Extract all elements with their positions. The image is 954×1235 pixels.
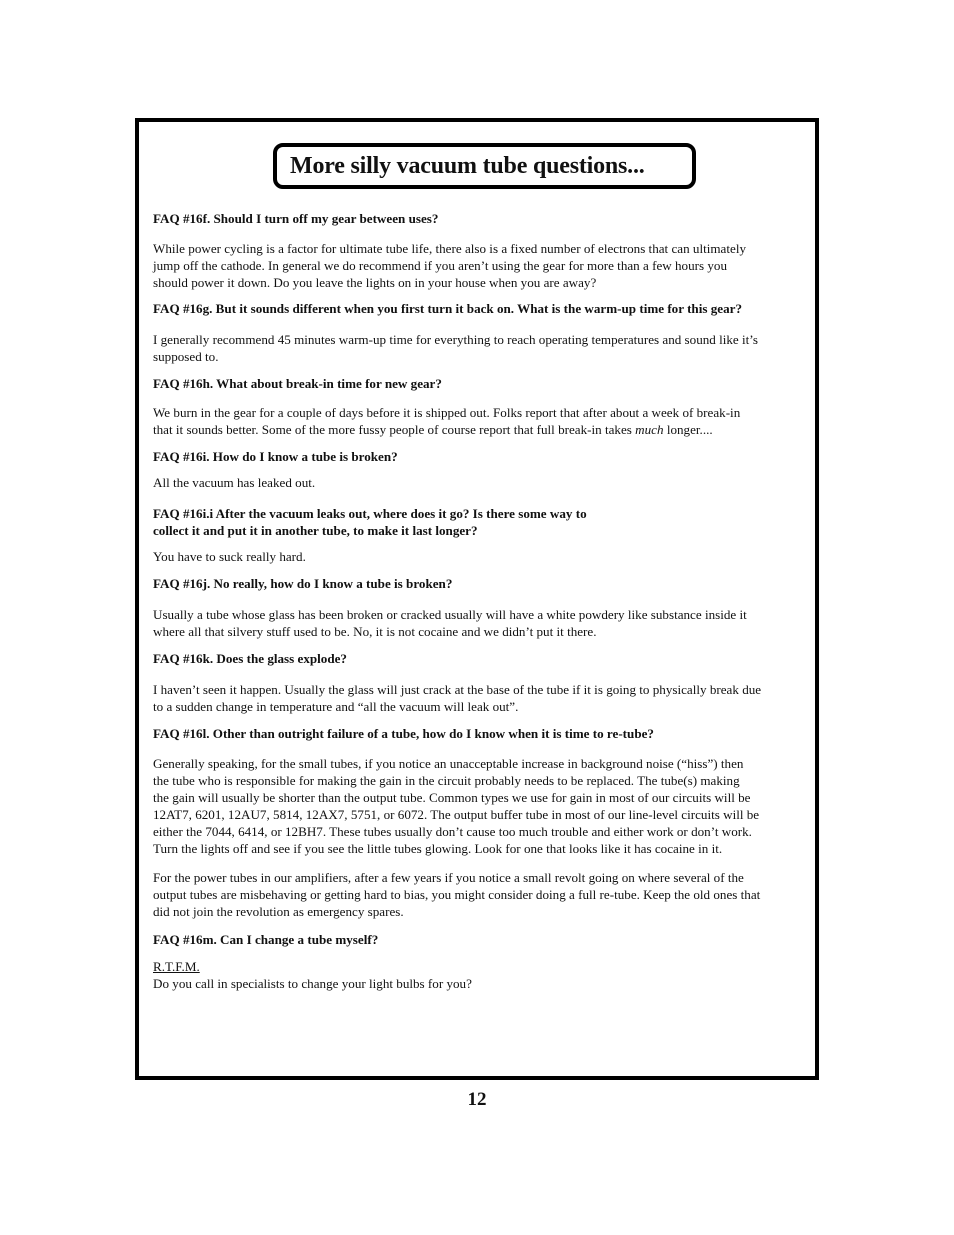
faq-question-16i: FAQ #16i. How do I know a tube is broken? bbox=[153, 449, 398, 464]
faq-answer-16l-power-tubes bbox=[153, 869, 807, 920]
answer-line: I generally recommend 45 minutes warm-up time for everything to reach operating temperatures and sound like it’s bbox=[153, 332, 759, 347]
answer-line: either the 7044, 6414, or 12BH7. These tubes usually don’t cause too much trouble and either work or don’t work. bbox=[153, 824, 752, 839]
answer-text: that it sounds better. Some of the more fussy people of course report that full break-in takes bbox=[153, 422, 636, 437]
faq-answer-16h bbox=[153, 404, 807, 438]
faq-answer-16l bbox=[153, 755, 807, 857]
faq-answer-16m bbox=[153, 958, 807, 992]
answer-text: longer.... bbox=[663, 422, 713, 437]
page-title: More silly vacuum tube questions... bbox=[273, 143, 696, 189]
faq-content bbox=[153, 210, 807, 992]
answer-underlined: R.T.F.M. bbox=[153, 959, 200, 974]
answer-line: output tubes are misbehaving or getting hard to bias, you might consider doing a full re-tube. Keep the old ones that bbox=[153, 887, 761, 902]
answer-line: jump off the cathode. In general we do recommend if you aren’t using the gear for more than a few hours you bbox=[153, 258, 727, 273]
faq-answer-16i-i bbox=[153, 548, 807, 565]
answer-line: All the vacuum has leaked out. bbox=[153, 475, 316, 490]
question-line: collect it and put it in another tube, to make it last longer? bbox=[153, 523, 478, 538]
faq-answer-16j bbox=[153, 606, 807, 640]
faq-question-16m: FAQ #16m. Can I change a tube myself? bbox=[153, 932, 379, 947]
answer-line: where all that silvery stuff used to be. No, it is not cocaine and we didn’t put it there. bbox=[153, 624, 597, 639]
answer-line bbox=[153, 421, 807, 438]
page-frame bbox=[135, 118, 819, 1080]
faq-question-16g: FAQ #16g. But it sounds different when you first turn it back on. What is the warm-up time for this gear? bbox=[153, 301, 742, 316]
faq-answer-16g bbox=[153, 331, 807, 365]
answer-line: 12AT7, 6201, 12AU7, 5814, 12AX7, 5751, or 6072. The output buffer tube in most of our line-level circuits will be bbox=[153, 807, 760, 822]
answer-line: the gain will usually be shorter than the output tube. Common types we use for gain in most of our circuits will be bbox=[153, 790, 751, 805]
answer-line: Usually a tube whose glass has been broken or cracked usually will have a white powdery like substance inside it bbox=[153, 607, 747, 622]
answer-line: While power cycling is a factor for ultimate tube life, there also is a fixed number of electrons that can ultimately bbox=[153, 241, 747, 256]
answer-line: You have to suck really hard. bbox=[153, 549, 306, 564]
faq-question-16l: FAQ #16l. Other than outright failure of a tube, how do I know when it is time to re-tube? bbox=[153, 726, 654, 741]
answer-line: the tube who is responsible for making the gain in the circuit probably needs to be replaced. The tube(s) making bbox=[153, 773, 740, 788]
answer-line: I haven’t seen it happen. Usually the glass will just crack at the base of the tube if it is going to physically break due bbox=[153, 682, 762, 697]
answer-line: Turn the lights off and see if you see the little tubes glowing. Look for one that looks like it has cocaine in it. bbox=[153, 841, 723, 856]
answer-line: to a sudden change in temperature and “all the vacuum will leak out”. bbox=[153, 699, 519, 714]
faq-question-16k: FAQ #16k. Does the glass explode? bbox=[153, 651, 347, 666]
answer-line: Do you call in specialists to change your light bulbs for you? bbox=[153, 976, 472, 991]
faq-question-16i-i bbox=[153, 505, 807, 539]
answer-line: For the power tubes in our amplifiers, after a few years if you notice a small revolt going on where several of the bbox=[153, 870, 744, 885]
faq-answer-16f bbox=[153, 240, 807, 291]
answer-line: Generally speaking, for the small tubes, if you notice an unacceptable increase in background noise (“hiss”) then bbox=[153, 756, 744, 771]
page-number: 12 bbox=[467, 1089, 487, 1110]
answer-line: We burn in the gear for a couple of days before it is shipped out. Folks report that after about a week of break-in bbox=[153, 405, 741, 420]
answer-line: did not join the revolution as emergency spares. bbox=[153, 904, 404, 919]
question-line: FAQ #16i.i After the vacuum leaks out, where does it go? Is there some way to bbox=[153, 506, 587, 521]
answer-emphasis: much bbox=[635, 422, 664, 437]
faq-answer-16k bbox=[153, 681, 807, 715]
faq-question-16h: FAQ #16h. What about break-in time for new gear? bbox=[153, 376, 442, 391]
answer-line: supposed to. bbox=[153, 349, 219, 364]
answer-line: should power it down. Do you leave the lights on in your house when you are away? bbox=[153, 275, 597, 290]
faq-answer-16i bbox=[153, 474, 807, 491]
faq-question-16f: FAQ #16f. Should I turn off my gear between uses? bbox=[153, 211, 439, 226]
faq-question-16j: FAQ #16j. No really, how do I know a tube is broken? bbox=[153, 576, 453, 591]
